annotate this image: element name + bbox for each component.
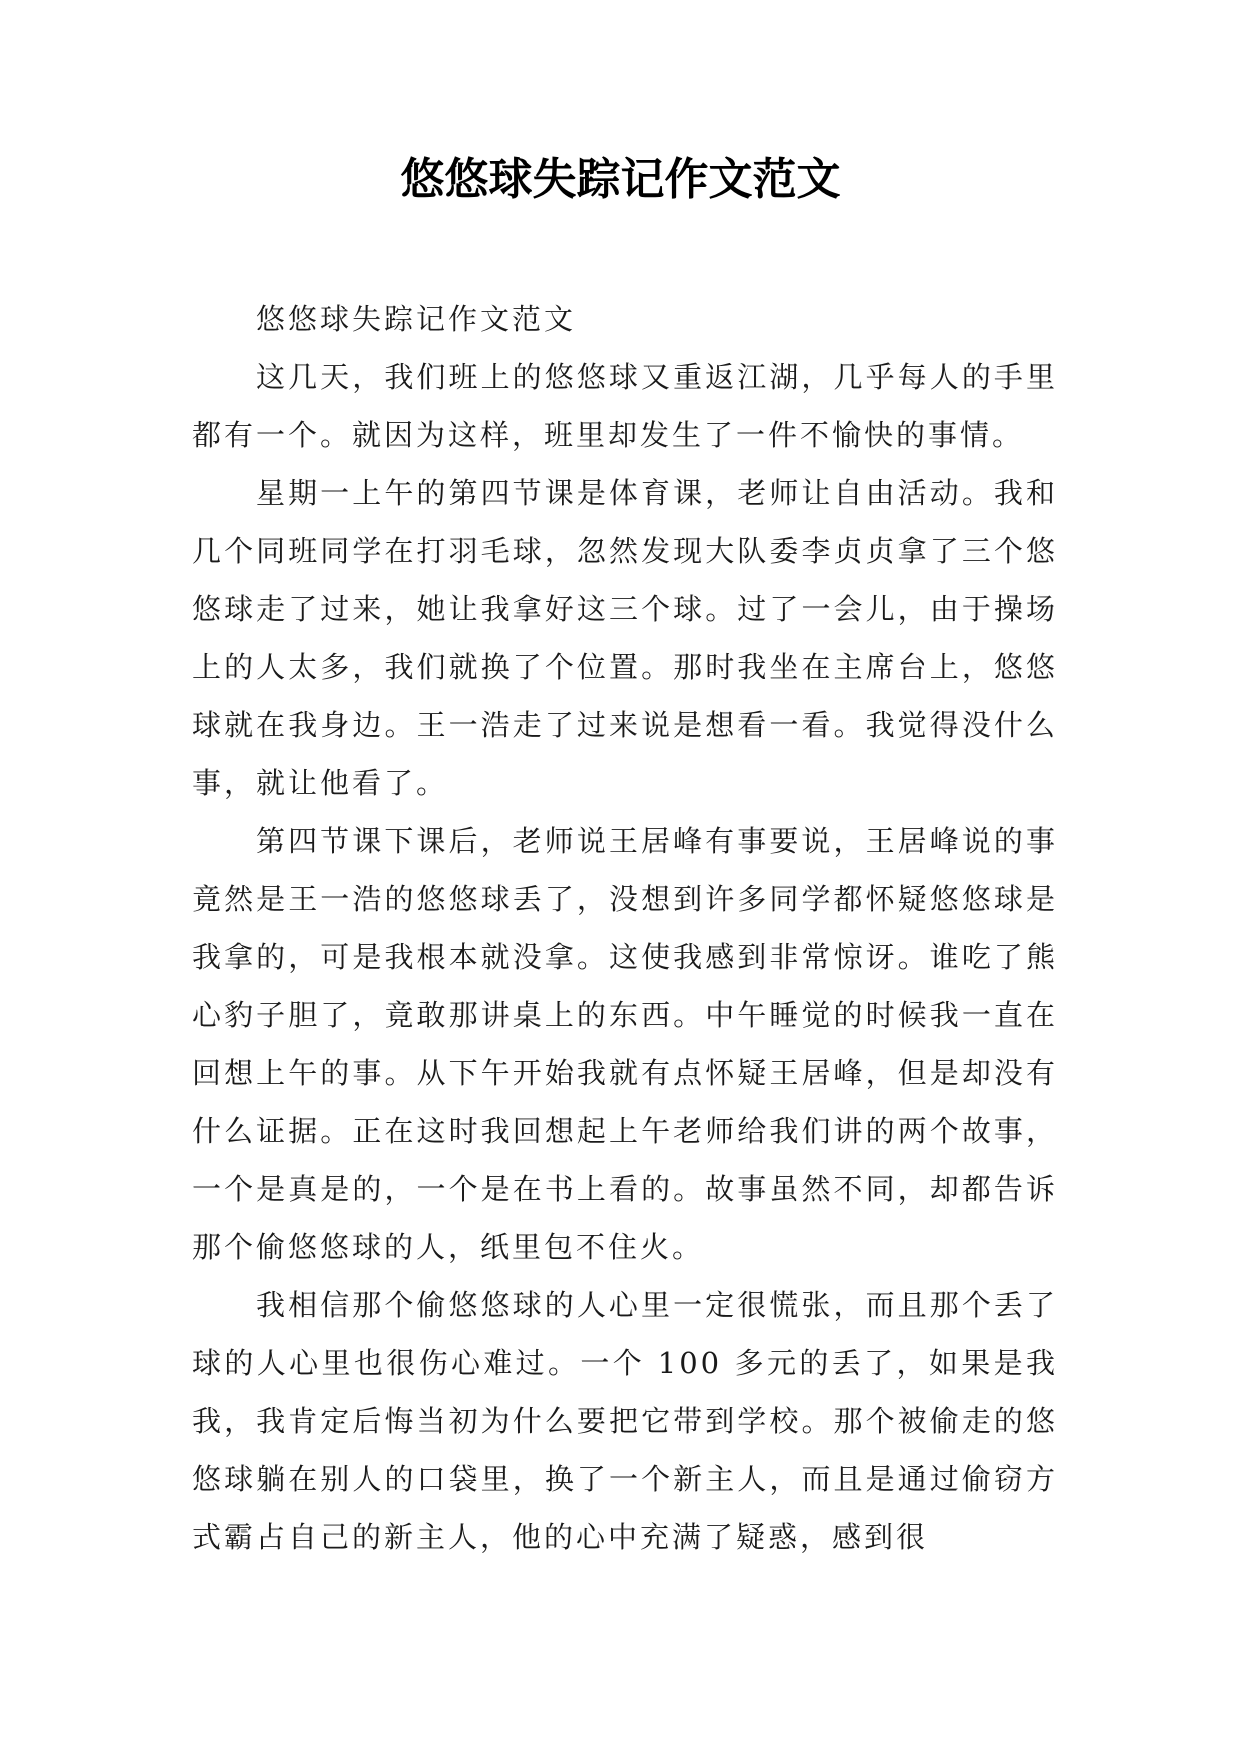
paragraph: 星期一上午的第四节课是体育课，老师让自由活动。我和几个同班同学在打羽毛球，忽然发现大队委李贞贞拿了三个悠悠球走了过来，她让我拿好这三个球。过了一会儿，由于操场上的人太多，我们就换了个位置。那时我坐在主席台上，悠悠球就在我身边。王一浩走了过来说是想看一看。我觉得没什么事，就让他看了。 [192, 476, 1058, 800]
paragraph: 悠悠球失踪记作文范文 [256, 302, 577, 336]
paragraph: 这几天，我们班上的悠悠球又重返江湖，几乎每人的手里都有一个。就因为这样，班里却发生了一件不愉快的事情。 [192, 360, 1058, 452]
paragraph: 我相信那个偷悠悠球的人心里一定很慌张，而且那个丢了球的人心里也很伤心难过。一个 100 多元的丢了，如果是我我，我肯定后悔当初为什么要把它带到学校。那个被偷走的悠悠球躺在别人的口袋里，换了一个新主人，而且是通过偷窃方式霸占自己的新主人，他的心中充满了疑惑，感到很 [192, 1288, 1058, 1554]
document-body [192, 290, 1058, 1566]
paragraph: 第四节课下课后，老师说王居峰有事要说，王居峰说的事竟然是王一浩的悠悠球丢了，没想到许多同学都怀疑悠悠球是我拿的，可是我根本就没拿。这使我感到非常惊讶。谁吃了熊心豹子胆了，竟敢那讲桌上的东西。中午睡觉的时候我一直在回想上午的事。从下午开始我就有点怀疑王居峰，但是却没有什么证据。正在这时我回想起上午老师给我们讲的两个故事，一个是真是的，一个是在书上看的。故事虽然不同，却都告诉那个偷悠悠球的人，纸里包不住火。 [192, 824, 1058, 1264]
document-title: 悠悠球失踪记作文范文 [400, 154, 841, 205]
